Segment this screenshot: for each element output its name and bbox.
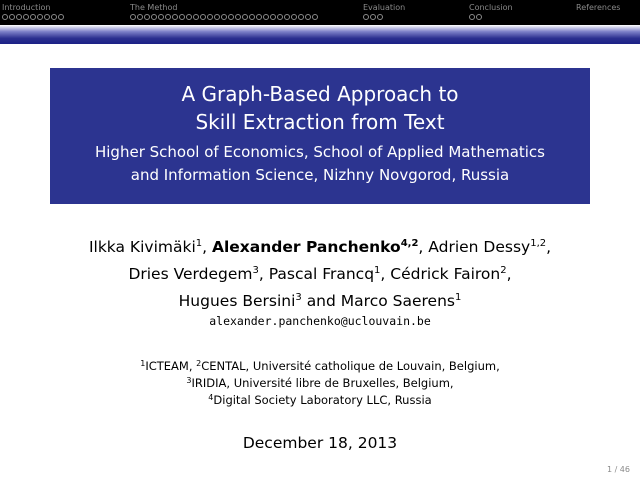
nav-slide-dot[interactable] xyxy=(9,14,15,20)
nav-slide-dot[interactable] xyxy=(23,14,29,20)
author-affiliation-mark: 1 xyxy=(454,292,462,303)
presentation-title xyxy=(50,80,590,136)
nav-slide-dot[interactable] xyxy=(37,14,43,20)
author-name: Adrien Dessy xyxy=(428,238,531,256)
nav-slide-dot[interactable] xyxy=(305,14,311,20)
nav-slide-dot[interactable] xyxy=(249,14,255,20)
author-affiliation-mark: 4,2 xyxy=(400,238,419,249)
nav-slide-dot[interactable] xyxy=(44,14,50,20)
title-line: Skill Extraction from Text xyxy=(195,110,445,134)
nav-slide-dot[interactable] xyxy=(16,14,22,20)
nav-section-label: Evaluation xyxy=(363,3,406,12)
nav-slide-dot[interactable] xyxy=(377,14,383,20)
author-line xyxy=(0,288,640,315)
nav-slide-dot[interactable] xyxy=(256,14,262,20)
affiliation-text: IRIDIA, Université libre de Bruxelles, Belgium, xyxy=(191,376,454,390)
author xyxy=(428,238,546,256)
author-affiliation-mark: 3 xyxy=(295,292,302,303)
and-word: and xyxy=(306,292,336,310)
author-name: Pascal Francq xyxy=(268,265,375,283)
nav-section-dots xyxy=(469,14,482,20)
nav-slide-dot[interactable] xyxy=(363,14,369,20)
nav-slide-dot[interactable] xyxy=(2,14,8,20)
nav-slide-dot[interactable] xyxy=(30,14,36,20)
author-line: Dries Verdegem$^3$, Pascal Francq$^1$, Cédrick Fairon$^2$, xyxy=(128,265,512,283)
author-line: Ilkka Kivimäki$^1$, Alexander Panchenko$^{4,2}$, Adrien Dessy$^{1,2}$, xyxy=(88,238,552,256)
author-affiliation-mark: 3 xyxy=(252,265,259,276)
nav-slide-dot[interactable] xyxy=(165,14,171,20)
author xyxy=(89,238,202,256)
nav-section-label: Conclusion xyxy=(469,3,513,12)
author xyxy=(341,292,462,310)
author xyxy=(269,265,381,283)
nav-slide-dot[interactable] xyxy=(284,14,290,20)
author-name: Cédrick Fairon xyxy=(390,265,501,283)
nav-slide-dot[interactable] xyxy=(186,14,192,20)
author xyxy=(179,292,302,310)
title-block xyxy=(50,68,590,204)
nav-slide-dot[interactable] xyxy=(270,14,276,20)
nav-section-dots xyxy=(130,14,318,20)
nav-slide-dot[interactable] xyxy=(144,14,150,20)
author-name: Dries Verdegem xyxy=(128,265,253,283)
nav-slide-dot[interactable] xyxy=(469,14,475,20)
author xyxy=(212,238,418,256)
affiliation-mark: 1 xyxy=(140,359,146,368)
author-name: Marco Saerens xyxy=(340,292,455,310)
nav-slide-dot[interactable] xyxy=(214,14,220,20)
subtitle-line: Higher School of Economics, School of Applied Mathematics xyxy=(94,143,545,161)
contact-email[interactable]: alexander.panchenko@uclouvain.be xyxy=(209,314,431,328)
presentation-subtitle xyxy=(50,141,590,187)
nav-section-label: References xyxy=(576,3,621,12)
nav-slide-dot[interactable] xyxy=(130,14,136,20)
nav-slide-dot[interactable] xyxy=(200,14,206,20)
affiliation-list xyxy=(0,358,640,409)
header-gradient-band xyxy=(0,25,640,44)
nav-slide-dot[interactable] xyxy=(476,14,482,20)
subtitle-line: and Information Science, Nizhny Novgorod, Russia xyxy=(130,166,510,184)
presentation-date: December 18, 2013 xyxy=(242,434,398,452)
author-name: Alexander Panchenko xyxy=(211,238,401,256)
nav-slide-dot[interactable] xyxy=(235,14,241,20)
nav-slide-dot[interactable] xyxy=(277,14,283,20)
affiliation-mark: 3 xyxy=(186,376,192,385)
author-name: Hugues Bersini xyxy=(178,292,296,310)
title-line: A Graph-Based Approach to xyxy=(181,82,459,106)
nav-slide-dot[interactable] xyxy=(207,14,213,20)
nav-slide-dot[interactable] xyxy=(137,14,143,20)
affiliation-text: ICTEAM, xyxy=(145,359,197,373)
nav-slide-dot[interactable] xyxy=(151,14,157,20)
affiliation-text: CENTAL, Université catholique de Louvain, Belgium, xyxy=(201,359,500,373)
nav-slide-dot[interactable] xyxy=(228,14,234,20)
nav-slide-dot[interactable] xyxy=(172,14,178,20)
nav-section-dots xyxy=(2,14,64,20)
author xyxy=(390,265,506,283)
author-affiliation-mark: 1 xyxy=(374,265,381,276)
nav-slide-dot[interactable] xyxy=(179,14,185,20)
nav-slide-dot[interactable] xyxy=(242,14,248,20)
affiliation-line xyxy=(0,358,640,375)
author-affiliation-mark: 1,2 xyxy=(530,238,547,249)
page-number: 1 / 46 xyxy=(606,465,630,474)
nav-section-dots xyxy=(363,14,383,20)
affiliation-line xyxy=(0,375,640,392)
nav-section-label: The Method xyxy=(130,3,178,12)
author-list xyxy=(0,234,640,315)
nav-section-label: Introduction xyxy=(2,3,51,12)
nav-slide-dot[interactable] xyxy=(51,14,57,20)
section-nav-bar xyxy=(0,0,640,25)
nav-slide-dot[interactable] xyxy=(370,14,376,20)
affiliation-text: Digital Society Laboratory LLC, Russia xyxy=(213,393,432,407)
nav-slide-dot[interactable] xyxy=(221,14,227,20)
author-affiliation-mark: 1 xyxy=(195,238,203,249)
author-name: Ilkka Kivimäki xyxy=(88,238,196,256)
nav-slide-dot[interactable] xyxy=(312,14,318,20)
nav-slide-dot[interactable] xyxy=(298,14,304,20)
nav-slide-dot[interactable] xyxy=(58,14,64,20)
author-affiliation-mark: 2 xyxy=(500,265,507,276)
nav-slide-dot[interactable] xyxy=(158,14,164,20)
nav-slide-dot[interactable] xyxy=(291,14,297,20)
author xyxy=(128,265,258,283)
nav-slide-dot[interactable] xyxy=(263,14,269,20)
affiliation-line xyxy=(0,392,640,409)
nav-slide-dot[interactable] xyxy=(193,14,199,20)
affiliation-mark: 2 xyxy=(196,359,202,368)
affiliation-mark: 4 xyxy=(208,393,214,402)
